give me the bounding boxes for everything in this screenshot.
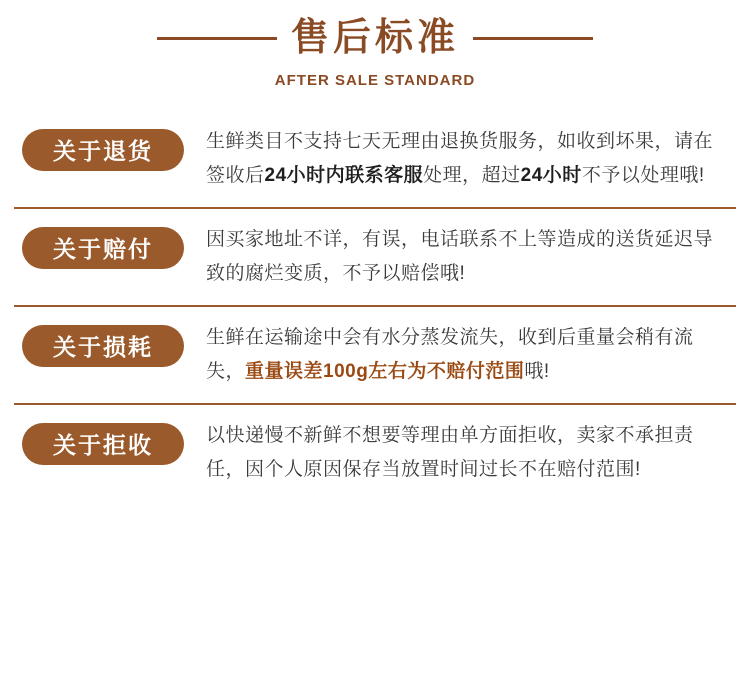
policy-section xyxy=(0,209,750,305)
section-tag: 关于赔付 xyxy=(22,227,184,269)
section-body xyxy=(206,223,732,291)
section-body-part: 因买家地址不详，有误，电话联系不上等造成的送货延迟导致的腐烂变质，不予以赔偿哦! xyxy=(206,228,714,284)
section-body-part: 哦! xyxy=(524,360,550,382)
section-body xyxy=(206,419,732,487)
section-body-part: 生鲜类目不支持七天无理由退换货服务，如收到坏果，请在签收后 xyxy=(206,130,714,186)
sections-list xyxy=(0,111,750,501)
section-tag: 关于退货 xyxy=(22,129,184,171)
section-body-part: 生鲜在运输途中会有水分蒸发流失，收到后重量会稍有流失， xyxy=(206,326,694,382)
title-rule-left xyxy=(157,37,277,40)
title-rule-right xyxy=(473,37,593,40)
section-tag: 关于损耗 xyxy=(22,325,184,367)
policy-section xyxy=(0,405,750,501)
section-body xyxy=(206,125,732,193)
section-body-part: 24小时 xyxy=(520,164,582,186)
section-body-part: 重量误差100g左右为不赔付范围 xyxy=(245,360,525,382)
section-body-part: 处理，超过 xyxy=(423,164,521,186)
page-subtitle: AFTER SALE STANDARD xyxy=(274,71,476,89)
section-body-part: 不予以处理哦! xyxy=(581,164,705,186)
page-header xyxy=(0,0,750,89)
section-body-part: 以快递慢不新鲜不想要等理由单方面拒收，卖家不承担责任，因个人原因保存当放置时间过长不在赔付范围! xyxy=(206,424,694,480)
section-tag: 关于拒收 xyxy=(22,423,184,465)
title-row xyxy=(0,18,750,60)
section-body xyxy=(206,321,732,389)
section-body-part: 24小时内联系客服 xyxy=(264,164,424,186)
policy-section xyxy=(0,111,750,207)
policy-section xyxy=(0,307,750,403)
page-title: 售后标准 xyxy=(290,17,459,59)
